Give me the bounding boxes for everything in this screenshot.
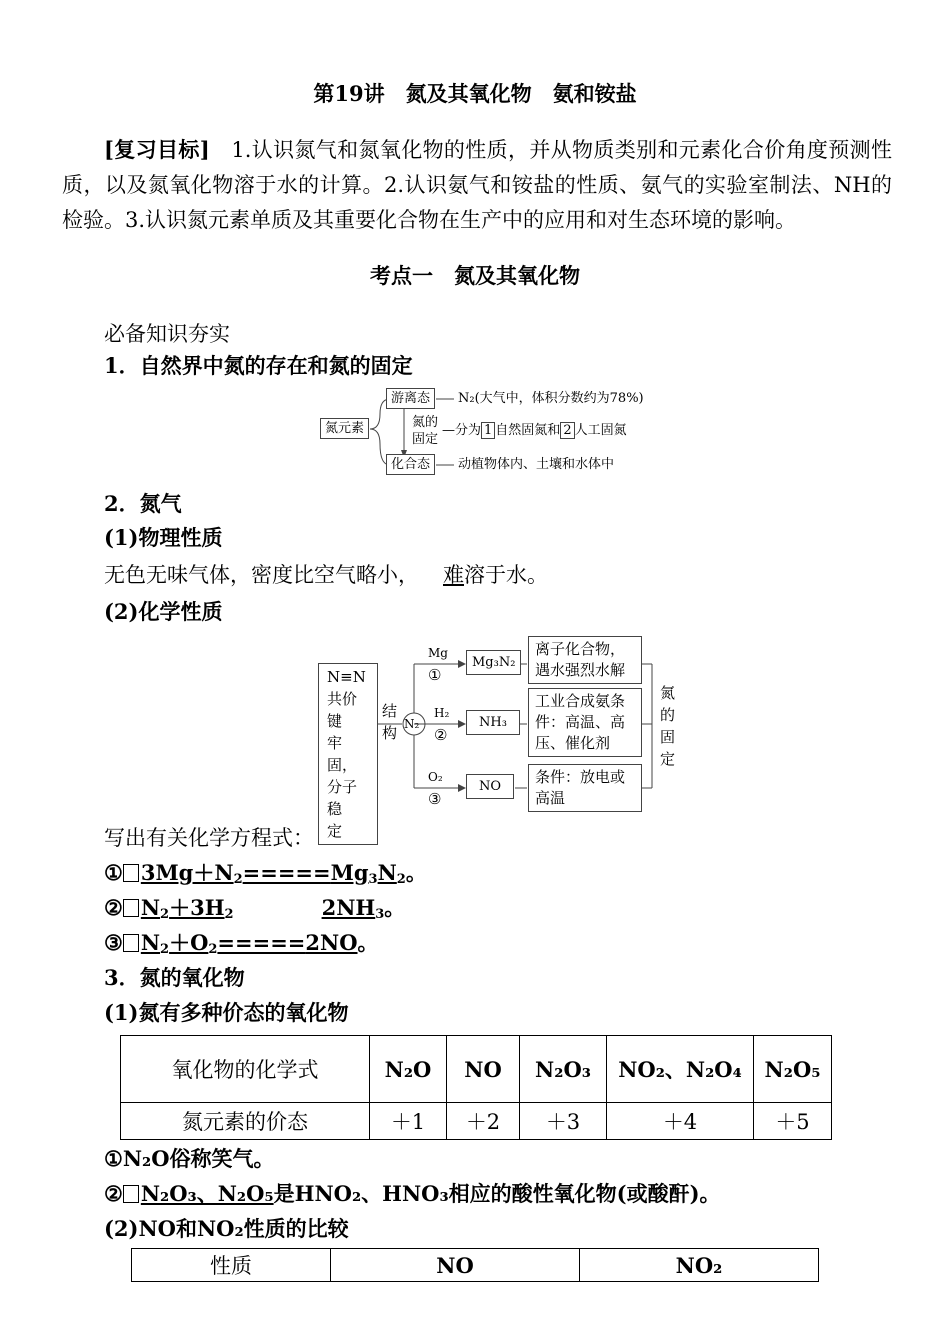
equation-3: ③ $N_2+O_2=====2NO$。 — [104, 930, 379, 957]
review-text: 1.认识氮气和氮氧化物的性质，并从物质类别和元素化合价角度预测性质，以及氮氧化物溶于水的计算。2.认识氨气和铵盐的性质、氨气的实验室制法、NH的检验。3.认识氮元素单质及其重要化合物在生产中的应用和对生态环境的影响。 — [62, 138, 892, 232]
oxide-valence-table — [120, 1035, 832, 1140]
table-row — [132, 1249, 819, 1282]
free-state-desc: N₂(大气中，体积分数约为78%) — [458, 391, 644, 406]
table-row — [121, 1036, 832, 1103]
note-2-box: 工业合成氨条 件：高温、高 压、催化剂 — [528, 688, 642, 757]
table-cell: NO₂、N₂O₄ — [607, 1036, 754, 1103]
structure-label-2: 构 — [382, 724, 398, 742]
table-cell: 性质 — [132, 1249, 331, 1282]
table-cell: N₂O₅ — [754, 1036, 832, 1103]
reagent-mg: Mg — [428, 646, 448, 660]
heading-3-1: (1)氮有多种价态的氧化物 — [104, 1000, 349, 1025]
equation-2: ② $N_2+3H_2$ $2NH_3$。 — [104, 895, 406, 922]
table-cell: ＋2 — [447, 1103, 520, 1140]
table-cell: NO₂ — [580, 1249, 819, 1282]
note-1-box: 离子化合物， 遇水强烈水解 — [528, 636, 642, 684]
table-cell: ＋4 — [607, 1103, 754, 1140]
fixation-label-bottom: 固定 — [412, 432, 439, 447]
table-row — [121, 1103, 832, 1140]
nitrogen-existence-diagram — [318, 384, 678, 482]
equation-1: ① $3Mg+N_2=====Mg_3N_2$。 — [104, 860, 427, 887]
review-label: [复习目标] — [104, 137, 210, 162]
heading-3-2: (2)NO和NO₂性质的比较 — [104, 1216, 349, 1241]
write-equations: 写出有关化学方程式： — [104, 826, 314, 850]
fixation-vertical-label: 氮 的 固 定 — [660, 684, 676, 768]
no-no2-comparison-table — [131, 1248, 819, 1282]
note-acid-anhydride: ② N₂O₃、N₂O₅是HNO₂、HNO₃相应的酸性氧化物(或酸酐)。 — [104, 1181, 721, 1206]
table-cell: N₂O — [370, 1036, 447, 1103]
nitrogen-chemistry-diagram — [318, 636, 688, 840]
heading-2-2: (2)化学性质 — [104, 599, 223, 624]
table-cell: NO — [447, 1036, 520, 1103]
combined-state-box: 化合态 — [386, 454, 435, 475]
note-3-box: 条件：放电或 高温 — [528, 764, 642, 812]
n2-center: N₂ — [404, 717, 420, 731]
combined-state-desc: 动植物体内、土壤和水体中 — [458, 457, 615, 472]
free-state-box: 游离态 — [386, 388, 435, 409]
fixation-label-top: 氮的 — [412, 415, 439, 430]
table-cell: ＋5 — [754, 1103, 832, 1140]
reaction-2-num: ② — [434, 726, 448, 744]
table-cell: NO — [331, 1249, 580, 1282]
knowledge-subhead: 必备知识夯实 — [104, 322, 230, 346]
note-laughing-gas: ①N₂O俗称笑气。 — [104, 1146, 275, 1171]
table-cell: ＋3 — [520, 1103, 607, 1140]
fixation-desc: —分为 1 自然固氮和 2 人工固氮 — [442, 423, 627, 438]
product-no: NO — [466, 774, 514, 799]
physical-properties: 无色无味气体，密度比空气略小， 难溶于水。 — [104, 563, 548, 587]
heading-1: 1．自然界中氮的存在和氮的固定 — [104, 353, 413, 378]
review-objectives — [62, 132, 892, 238]
nitrogen-element-box: 氮元素 — [320, 418, 369, 439]
heading-2: 2．氮气 — [104, 491, 182, 516]
table-cell: N₂O₃ — [520, 1036, 607, 1103]
product-nh3: NH₃ — [466, 710, 520, 735]
reagent-o2: O₂ — [428, 770, 443, 784]
product-mg3n2: Mg₃N₂ — [466, 650, 521, 675]
triple-bond-box: N≡N 共价键 牢固， 分子稳 定 — [318, 663, 378, 845]
reaction-3-num: ③ — [428, 790, 442, 808]
heading-2-1: (1)物理性质 — [104, 525, 223, 550]
table-cell: 氧化物的化学式 — [121, 1036, 370, 1103]
table-cell: 氮元素的价态 — [121, 1103, 370, 1140]
section-title: 考点一 氮及其氧化物 — [370, 263, 580, 288]
reagent-h2: H₂ — [434, 706, 450, 720]
structure-label-1: 结 — [382, 702, 398, 720]
page-title: 第19讲 氮及其氧化物 氨和铵盐 — [313, 81, 637, 106]
reaction-1-num: ① — [428, 666, 442, 684]
table-cell: ＋1 — [370, 1103, 447, 1140]
heading-3: 3．氮的氧化物 — [104, 965, 245, 990]
